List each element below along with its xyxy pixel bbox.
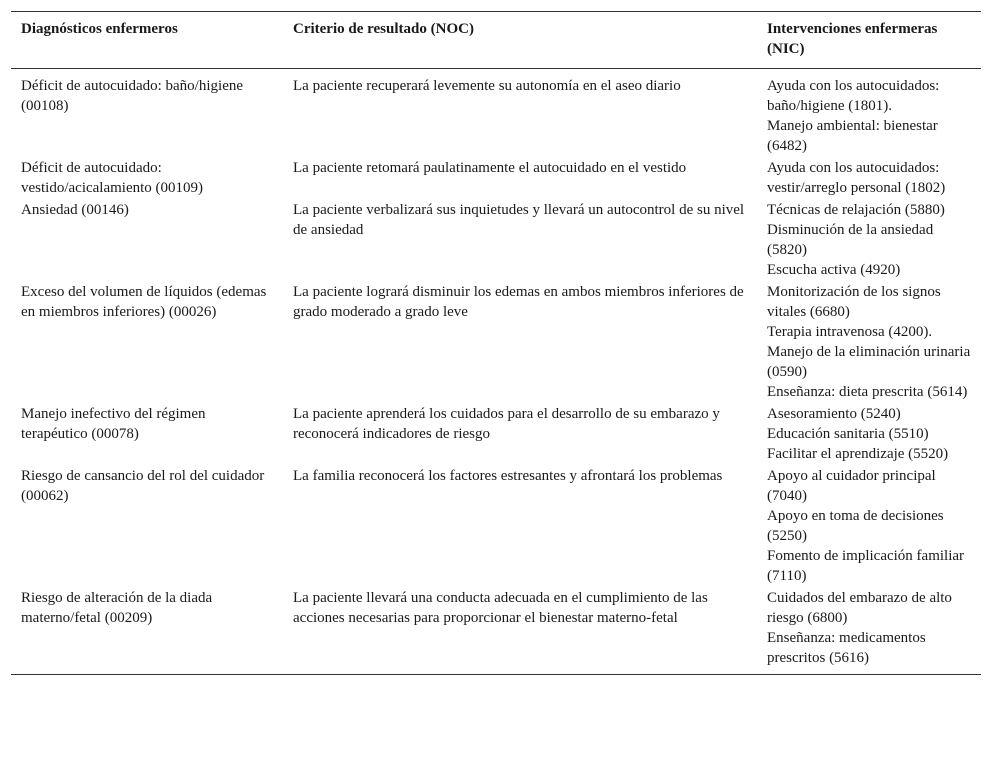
nic-intervention: Ayuda con los autocuidados: vestir/arreglo personal (1802) (767, 160, 946, 196)
cell-diagnosis: Ansiedad (00146) (21, 202, 129, 218)
table-header (11, 12, 981, 69)
cell-nic (757, 587, 981, 675)
cell-diagnosis: Riesgo de cansancio del rol del cuidador (00062) (21, 468, 265, 504)
table-row (11, 587, 981, 675)
nic-intervention: Facilitar el aprendizaje (5520) (767, 446, 949, 462)
nic-intervention: Escucha activa (4920) (767, 262, 901, 278)
cell-noc: La paciente logrará disminuir los edemas en ambos miembros inferiores de grado moderado a grado leve (293, 284, 744, 320)
nic-intervention: Técnicas de relajación (5880) (767, 202, 945, 218)
table-row (11, 199, 981, 281)
nic-intervention: Asesoramiento (5240) (767, 406, 901, 422)
cell-nic (757, 281, 981, 403)
header-diagnosis: Diagnósticos enfermeros (21, 21, 178, 37)
cell-noc: La paciente aprenderá los cuidados para el desarrollo de su embarazo y reconocerá indicadores de riesgo (293, 406, 720, 442)
header-nic: Intervenciones enfermeras (NIC) (767, 21, 938, 57)
nic-intervention: Monitorización de los signos vitales (6680) (767, 284, 941, 320)
cell-nic (757, 465, 981, 587)
cell-nic (757, 157, 981, 199)
cell-noc: La paciente retomará paulatinamente el autocuidado en el vestido (293, 160, 687, 176)
cell-diagnosis: Riesgo de alteración de la diada materno/fetal (00209) (21, 590, 213, 626)
table-row (11, 69, 981, 158)
nic-intervention: Apoyo al cuidador principal (7040) (767, 468, 936, 504)
cell-noc: La paciente recuperará levemente su autonomía en el aseo diario (293, 78, 681, 94)
nic-intervention: Manejo ambiental: bienestar (6482) (767, 118, 938, 154)
nic-intervention: Cuidados del embarazo de alto riesgo (6800) (767, 590, 952, 626)
table-body (11, 69, 981, 675)
nic-intervention: Apoyo en toma de decisiones (5250) (767, 508, 944, 544)
nic-intervention: Enseñanza: medicamentos prescritos (5616) (767, 630, 926, 666)
cell-noc: La paciente verbalizará sus inquietudes y llevará un autocontrol de su nivel de ansiedad (293, 202, 745, 238)
cell-noc: La familia reconocerá los factores estresantes y afrontará los problemas (293, 468, 723, 484)
nursing-care-plan-table-container (11, 11, 981, 675)
nic-intervention: Disminución de la ansiedad (5820) (767, 222, 934, 258)
nic-intervention: Educación sanitaria (5510) (767, 426, 929, 442)
cell-diagnosis: Déficit de autocuidado: baño/higiene (00108) (21, 78, 244, 114)
table-row (11, 465, 981, 587)
cell-nic (757, 69, 981, 158)
table-row (11, 403, 981, 465)
header-row (11, 12, 981, 69)
cell-diagnosis: Manejo inefectivo del régimen terapéutico (00078) (21, 406, 206, 442)
cell-noc: La paciente llevará una conducta adecuada en el cumplimiento de las acciones necesarias para proporcionar el bienestar materno-fetal (293, 590, 708, 626)
cell-nic (757, 199, 981, 281)
header-noc: Criterio de resultado (NOC) (293, 21, 474, 37)
cell-nic (757, 403, 981, 465)
table-row (11, 281, 981, 403)
nic-intervention: Enseñanza: dieta prescrita (5614) (767, 384, 968, 400)
nic-intervention: Ayuda con los autocuidados: baño/higiene (1801). (767, 78, 940, 114)
cell-diagnosis: Déficit de autocuidado: vestido/acicalamiento (00109) (21, 160, 204, 196)
nic-intervention: Fomento de implicación familiar (7110) (767, 548, 965, 584)
nursing-care-plan-table (11, 11, 981, 675)
nic-intervention: Terapia intravenosa (4200). (767, 324, 933, 340)
cell-diagnosis: Exceso del volumen de líquidos (edemas en miembros inferiores) (00026) (21, 284, 267, 320)
nic-intervention: Manejo de la eliminación urinaria (0590) (767, 344, 971, 380)
table-row (11, 157, 981, 199)
